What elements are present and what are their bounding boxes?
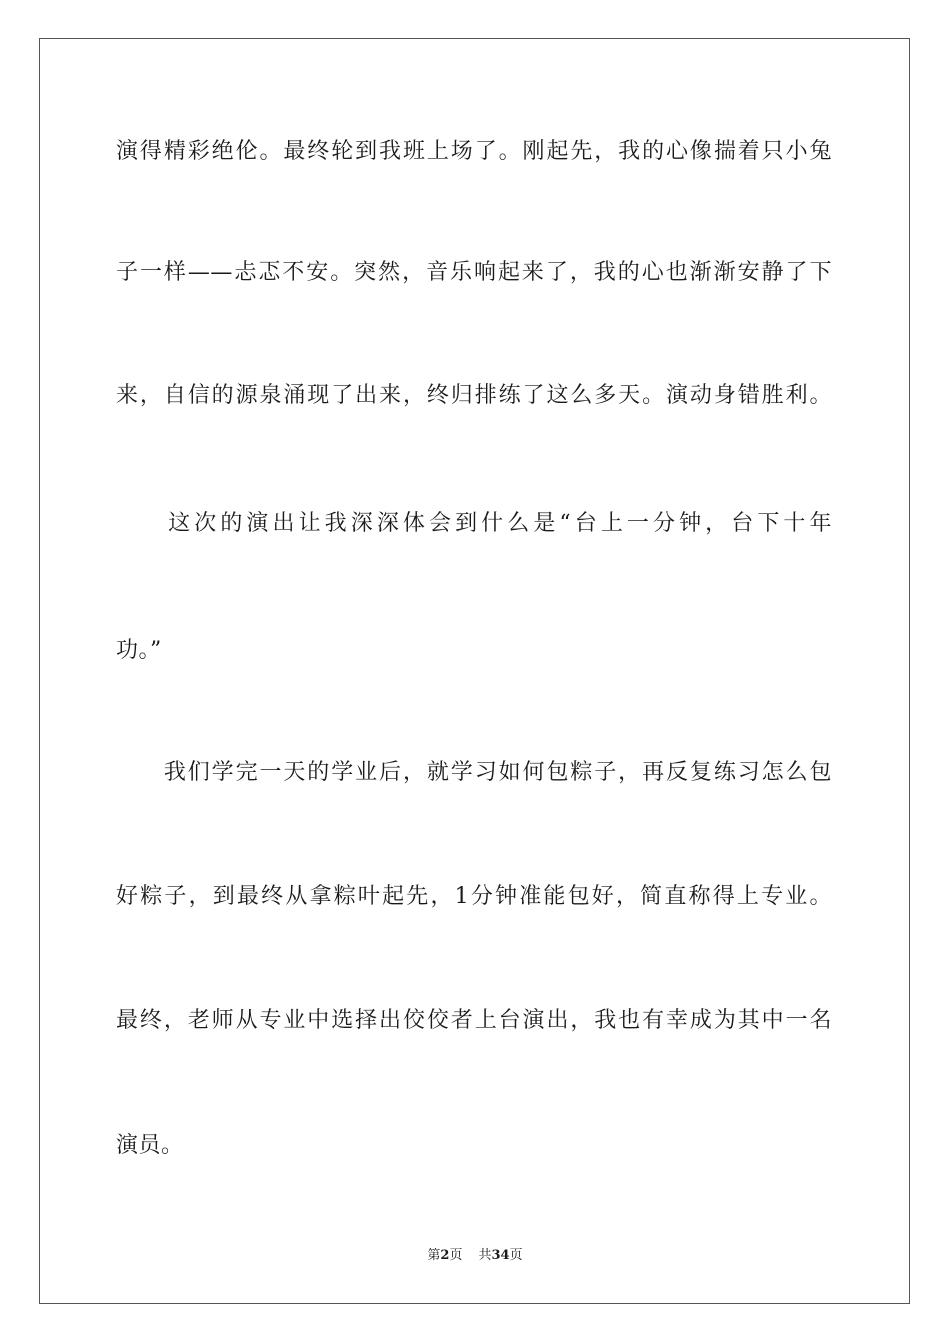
total-pages: 34	[491, 1248, 510, 1263]
page-suffix: 页	[449, 1248, 463, 1263]
body-line-1: 演得精彩绝伦。最终轮到我班上场了。刚起先，我的心像揣着只小兔	[116, 139, 832, 164]
body-line-3: 来，自信的源泉涌现了出来，终归排练了这么多天。演动身错胜利。	[116, 383, 832, 408]
body-line-8: 最终，老师从专业中选择出佼佼者上台演出，我也有幸成为其中一名	[116, 1008, 832, 1033]
page-number: 2	[440, 1248, 450, 1263]
total-suffix: 页	[509, 1248, 523, 1263]
body-line-4: 这次的演出让我深深体会到什么是“台上一分钟，台下十年	[116, 511, 832, 536]
page-footer	[0, 1247, 950, 1265]
body-line-9: 演员。	[116, 1133, 184, 1158]
body-line-6: 我们学完一天的学业后，就学习如何包粽子，再反复练习怎么包	[116, 760, 832, 785]
page-prefix: 第	[427, 1248, 441, 1263]
body-line-2: 子一样——忐忑不安。突然，音乐响起来了，我的心也渐渐安静了下	[116, 260, 832, 285]
body-line-7: 好粽子，到最终从拿粽叶起先，1分钟准能包好，简直称得上专业。	[116, 884, 832, 909]
body-line-5: 功。”	[116, 638, 162, 663]
total-prefix: 共	[478, 1248, 492, 1263]
page-border	[39, 38, 910, 1304]
